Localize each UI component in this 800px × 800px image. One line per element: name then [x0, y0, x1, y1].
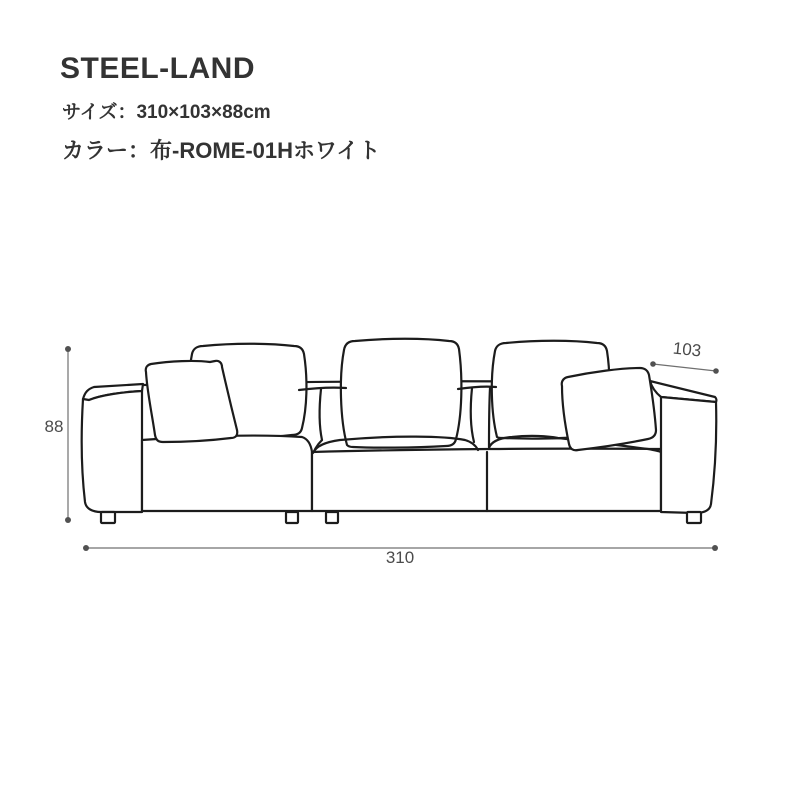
sofa-leg-mid-a — [286, 512, 298, 523]
width-dimension-label: 310 — [385, 548, 415, 567]
sofa-leg-right — [687, 512, 701, 523]
sofa-illustration — [82, 339, 717, 523]
product-color-text: カラー：布-ROME-01Hホワイト — [62, 138, 381, 163]
backrest-gap-right — [458, 387, 496, 447]
throw-pillow-left — [146, 361, 238, 442]
depth-dimension-line — [653, 364, 716, 371]
armrest-left — [82, 384, 143, 512]
height-dimension-label: 88 — [44, 417, 64, 436]
sofa-leg-mid-b — [326, 512, 338, 523]
product-size-text: サイズ：310×103×88cm — [62, 102, 271, 123]
armrest-right — [650, 381, 716, 513]
height-dimension — [45, 346, 71, 523]
depth-dimension — [650, 339, 719, 374]
back-cushion-middle — [341, 339, 462, 448]
width-dimension — [83, 545, 718, 567]
product-title: STEEL-LAND — [60, 52, 255, 85]
depth-dimension-label: 103 — [671, 338, 703, 361]
sofa-leg-left — [101, 512, 115, 523]
throw-pillow-right — [562, 368, 656, 450]
seat-module-left — [142, 436, 312, 511]
